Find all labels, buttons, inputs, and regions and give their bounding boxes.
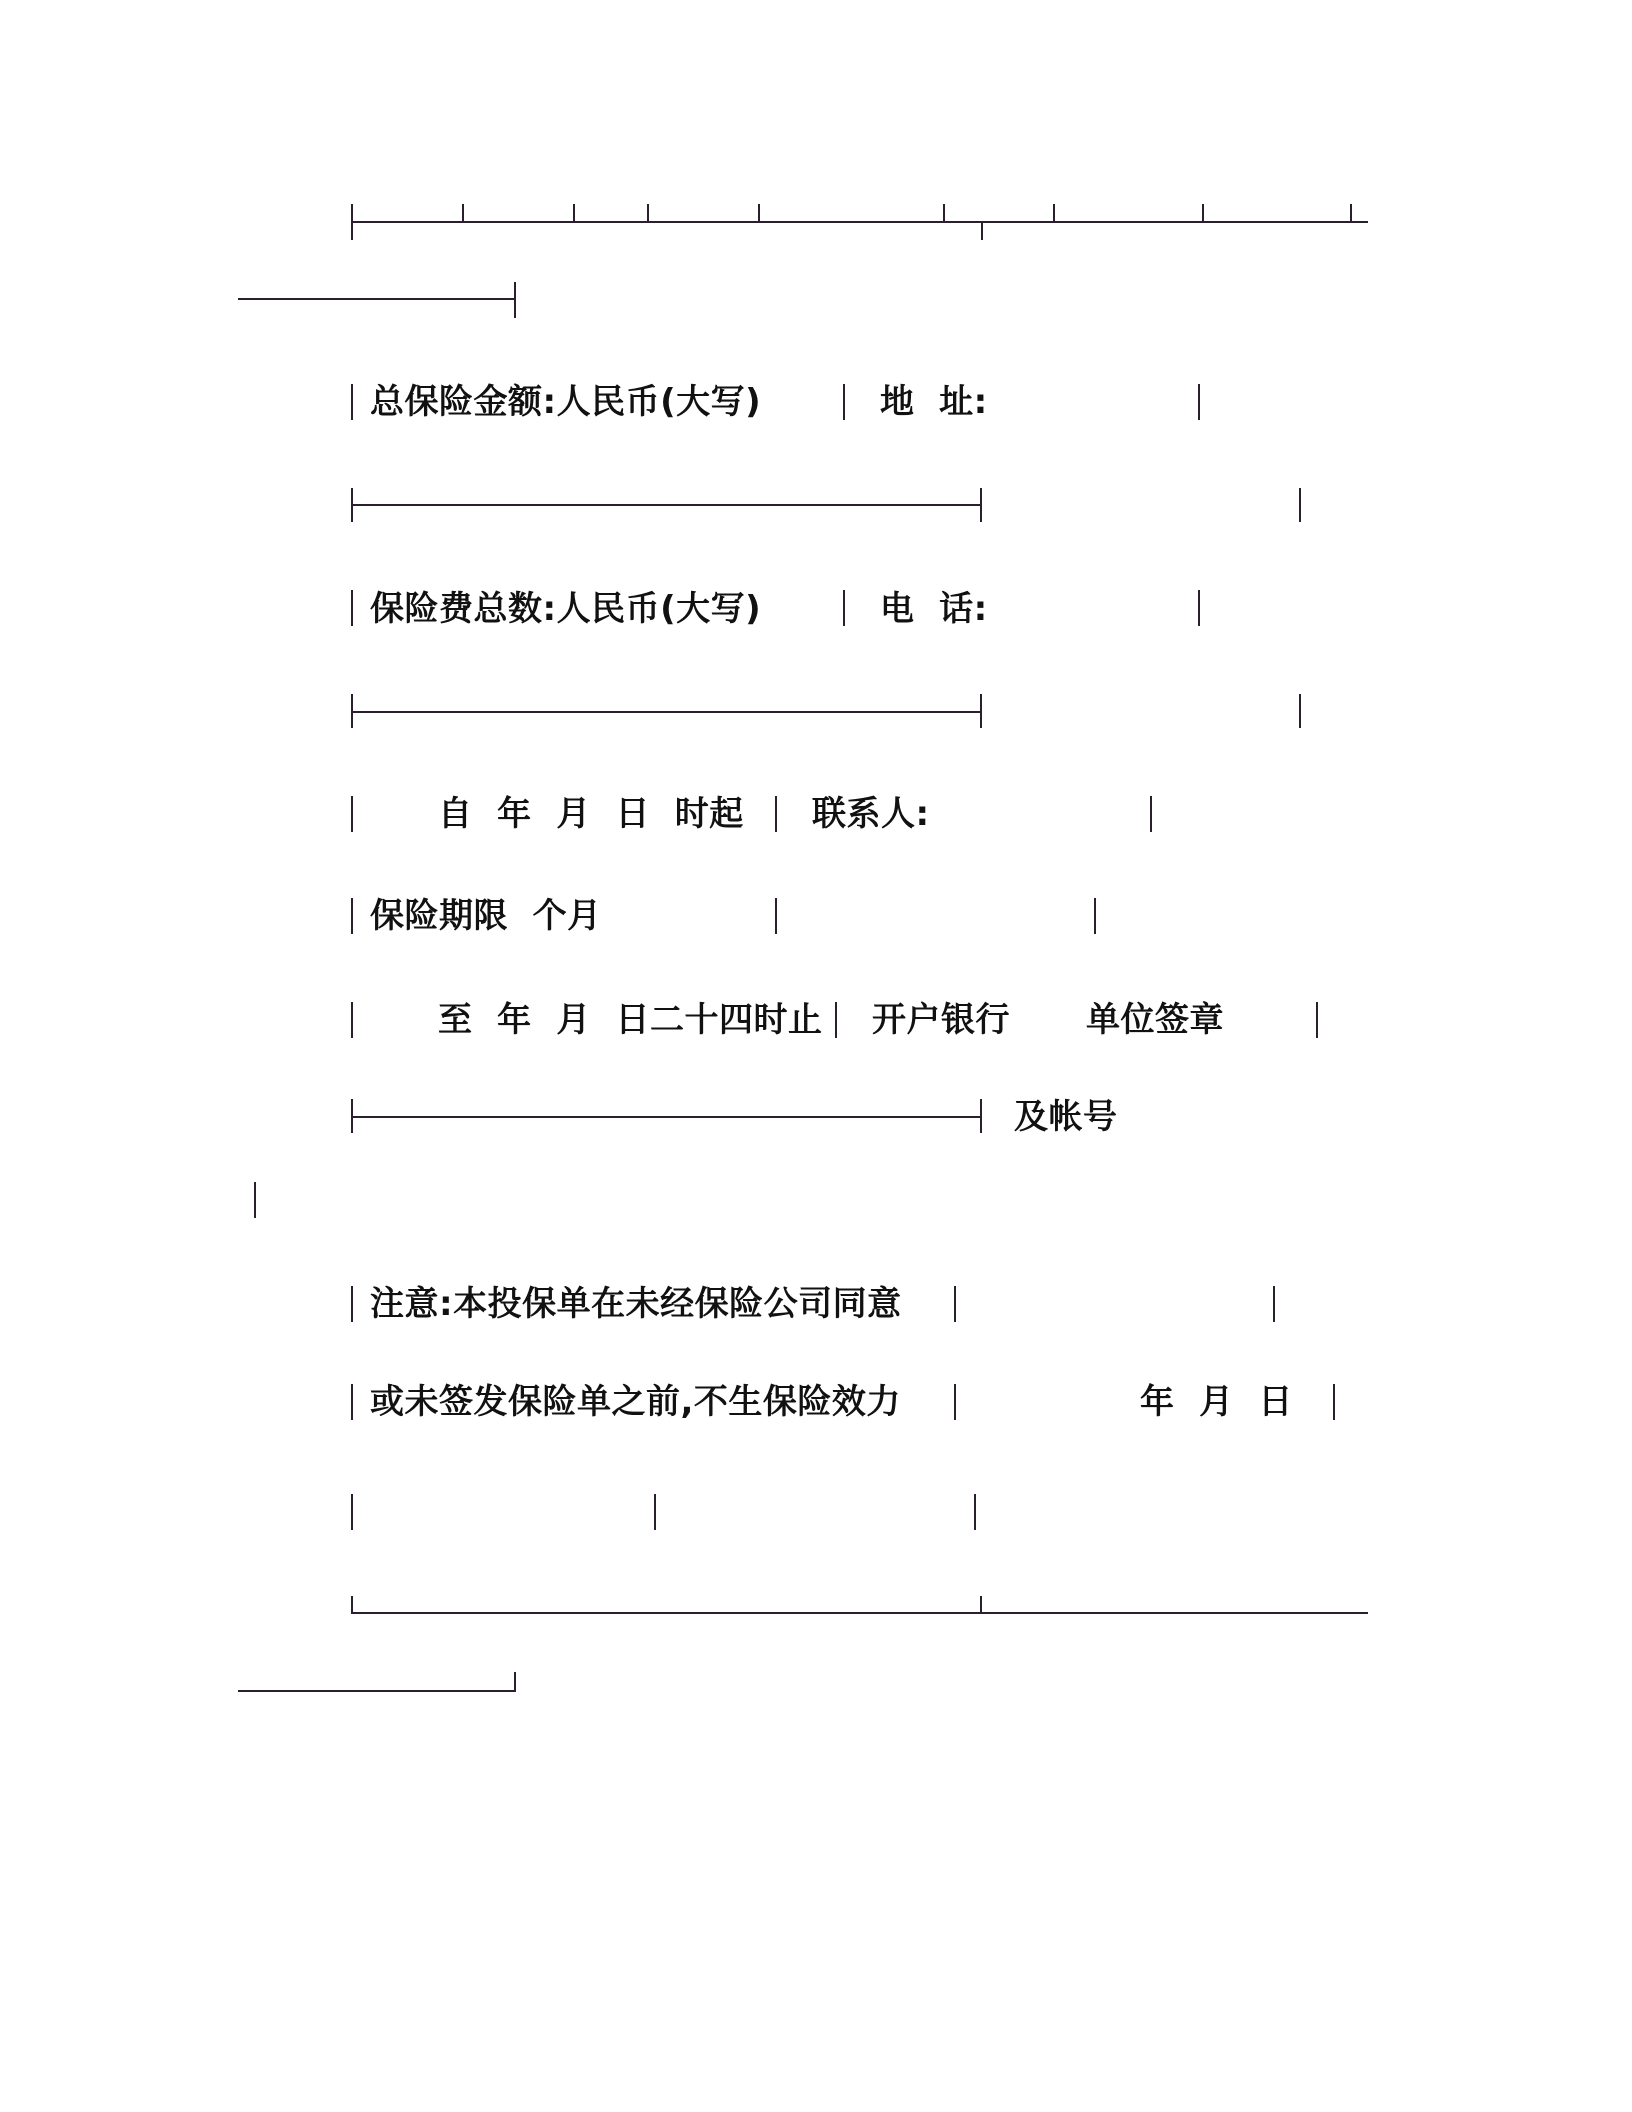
period-start-label: 自 年 月 日 时起 bbox=[438, 794, 744, 834]
border-tick bbox=[351, 1596, 353, 1614]
seal-label: 单位签章 bbox=[1086, 1000, 1224, 1040]
cell-divider bbox=[351, 796, 353, 832]
cell-divider bbox=[954, 1286, 956, 1322]
contact-label: 联系人: bbox=[812, 794, 930, 834]
cell-divider bbox=[351, 1384, 353, 1420]
top-border-continuation bbox=[238, 298, 516, 300]
cell-divider bbox=[954, 1384, 956, 1420]
border-tick bbox=[647, 204, 649, 222]
cell-divider bbox=[351, 898, 353, 934]
top-border-line bbox=[352, 221, 1368, 223]
cell-divider bbox=[843, 590, 845, 626]
border-tick bbox=[1350, 204, 1352, 222]
date-label: 年 月 日 bbox=[1140, 1382, 1293, 1422]
notice-line-1: 注意:本投保单在未经保险公司同意 bbox=[370, 1284, 902, 1324]
bottom-border-line bbox=[352, 1612, 1368, 1614]
border-tick bbox=[351, 204, 353, 240]
row-separator bbox=[352, 711, 982, 713]
cell-divider bbox=[1333, 1384, 1335, 1420]
cell-divider bbox=[1273, 1286, 1275, 1322]
border-tick bbox=[351, 694, 353, 728]
border-tick bbox=[943, 204, 945, 222]
cell-divider bbox=[1316, 1002, 1318, 1038]
cell-divider bbox=[1094, 898, 1096, 934]
cell-divider bbox=[1198, 590, 1200, 626]
border-tick bbox=[514, 1672, 516, 1692]
border-tick bbox=[1202, 204, 1204, 222]
notice-line-2: 或未签发保险单之前,不生保险效力 bbox=[370, 1382, 901, 1422]
row-separator bbox=[352, 504, 982, 506]
cell-divider bbox=[351, 1002, 353, 1038]
border-tick bbox=[351, 1099, 353, 1133]
border-tick bbox=[980, 1596, 982, 1614]
border-tick bbox=[514, 282, 516, 318]
border-tick bbox=[462, 204, 464, 222]
cell-divider bbox=[974, 1494, 976, 1530]
cell-divider bbox=[654, 1494, 656, 1530]
cell-divider bbox=[351, 590, 353, 626]
cell-divider bbox=[254, 1182, 256, 1218]
account-label: 及帐号 bbox=[1014, 1097, 1118, 1137]
border-tick bbox=[758, 204, 760, 222]
total-amount-label: 总保险金额:人民币(大写) bbox=[370, 382, 762, 422]
border-tick bbox=[980, 694, 982, 728]
address-label: 地 址: bbox=[880, 382, 988, 422]
cell-divider bbox=[1198, 384, 1200, 420]
premium-total-label: 保险费总数:人民币(大写) bbox=[370, 589, 762, 629]
row-separator bbox=[352, 1116, 982, 1118]
border-tick bbox=[980, 488, 982, 522]
border-tick bbox=[573, 204, 575, 222]
cell-divider bbox=[1150, 796, 1152, 832]
cell-divider bbox=[351, 1494, 353, 1530]
border-tick bbox=[1299, 488, 1301, 522]
border-tick bbox=[981, 222, 983, 240]
cell-divider bbox=[775, 796, 777, 832]
bottom-border-continuation bbox=[238, 1690, 516, 1692]
cell-divider bbox=[835, 1002, 837, 1038]
border-tick bbox=[980, 1099, 982, 1133]
border-tick bbox=[1053, 204, 1055, 222]
bank-label: 开户银行 bbox=[872, 1000, 1010, 1040]
cell-divider bbox=[351, 384, 353, 420]
border-tick bbox=[1299, 694, 1301, 728]
cell-divider bbox=[351, 1286, 353, 1322]
period-end-label: 至 年 月 日二十四时止 bbox=[438, 1000, 823, 1040]
cell-divider bbox=[843, 384, 845, 420]
phone-label: 电 话: bbox=[880, 589, 988, 629]
cell-divider bbox=[775, 898, 777, 934]
insurance-period-label: 保险期限 个月 bbox=[370, 896, 602, 936]
border-tick bbox=[351, 488, 353, 522]
